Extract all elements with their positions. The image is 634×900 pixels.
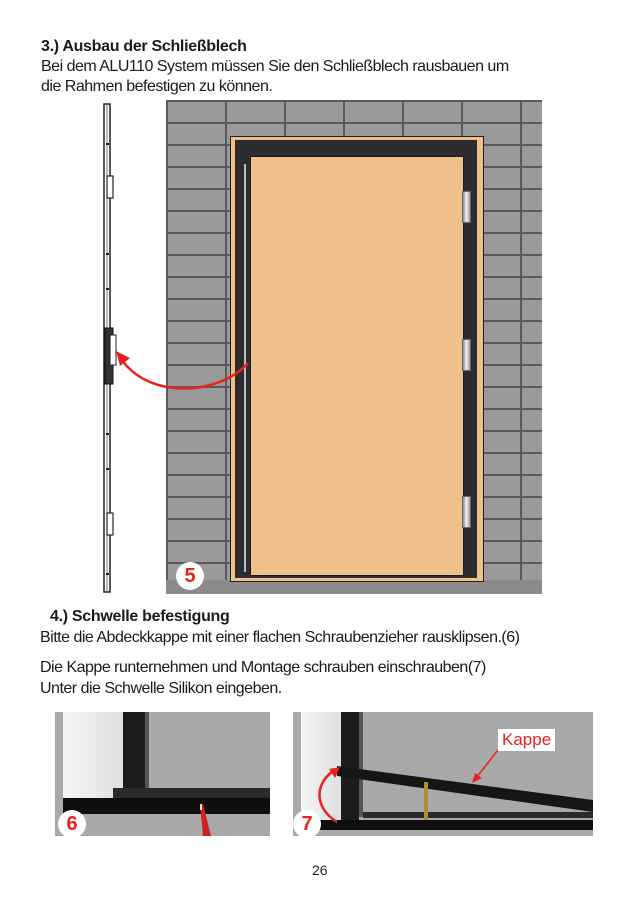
section-3-heading: 3.) Ausbau der Schließblech bbox=[41, 38, 247, 55]
hinge-middle bbox=[462, 339, 471, 371]
door-panel bbox=[250, 156, 464, 576]
hinge-top bbox=[462, 191, 471, 223]
section-4-line-2: Die Kappe runternehmen und Montage schrauben einschrauben(7) bbox=[40, 659, 486, 676]
red-arrow-icon bbox=[100, 340, 260, 410]
hinge-bottom bbox=[462, 496, 471, 528]
figure-6-photo bbox=[55, 712, 270, 836]
section-4-line-3: Unter die Schwelle Silikon eingeben. bbox=[40, 680, 282, 697]
screwdriver-icon bbox=[195, 804, 215, 836]
kappe-callout: Kappe bbox=[498, 729, 555, 751]
section-3-line-2: die Rahmen befestigen zu können. bbox=[41, 78, 273, 95]
page-number: 26 bbox=[312, 862, 328, 878]
section-4-line-1: Bitte die Abdeckkappe mit einer flachen Schraubenzieher rausklipsen.(6) bbox=[40, 629, 520, 646]
figure-6-label: 6 bbox=[58, 810, 86, 838]
figure-5-label: 5 bbox=[176, 562, 204, 590]
section-4-heading: 4.) Schwelle befestigung bbox=[50, 608, 230, 625]
section-3-line-1: Bei dem ALU110 System müssen Sie den Schließblech rausbauen um bbox=[41, 58, 509, 75]
figure-7-photo bbox=[293, 712, 593, 836]
floor-strip bbox=[166, 580, 542, 594]
figure-7-label: 7 bbox=[293, 810, 321, 838]
